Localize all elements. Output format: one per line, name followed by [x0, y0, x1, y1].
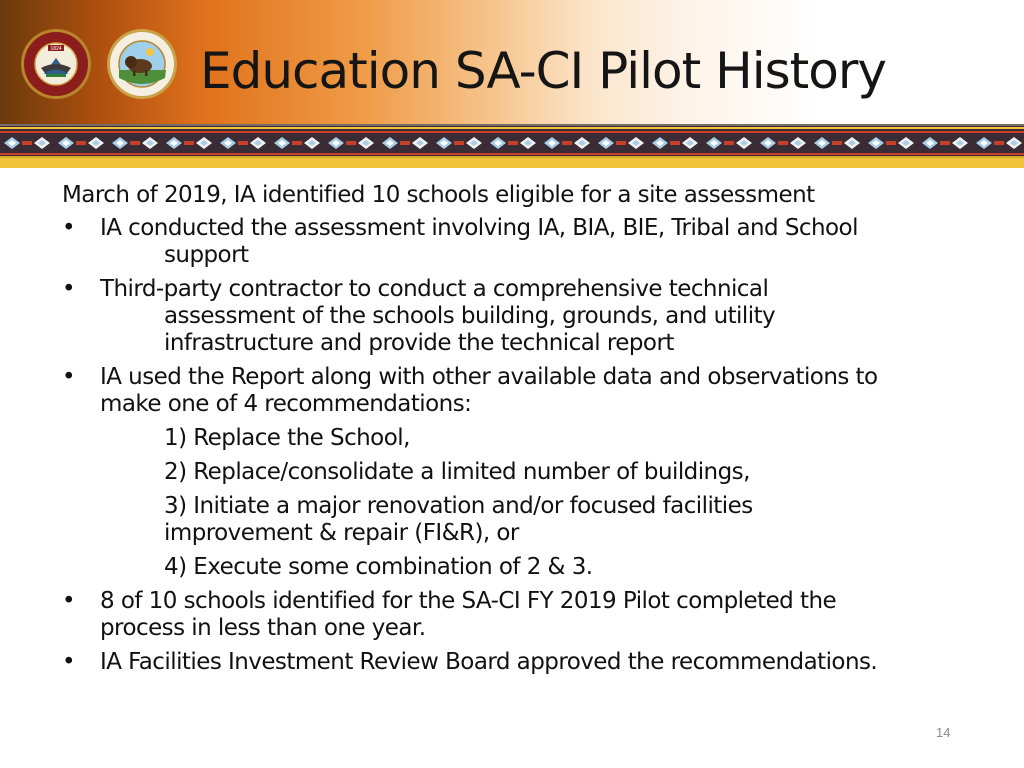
recommendation-text: 3) Initiate a major renovation and/or focused facilities [164, 493, 753, 519]
bullet-continuation: infrastructure and provide the technical report [164, 330, 674, 356]
bullet-text: IA used the Report along with other available data and observations to [100, 364, 878, 390]
bullet-item [62, 276, 962, 357]
decorative-beadwork-band [0, 124, 1024, 168]
header-banner [0, 0, 1024, 124]
bullet-dot: • [62, 276, 76, 302]
bullet-dot: • [62, 215, 76, 241]
slide-body [62, 182, 962, 683]
bullet-text: IA conducted the assessment involving IA, BIA, BIE, Tribal and School [100, 215, 858, 241]
slide-title: Education SA-CI Pilot History [200, 42, 886, 100]
bullet-continuation: support [164, 242, 249, 268]
intro-text: March of 2019, IA identified 10 schools eligible for a site assessment [62, 182, 815, 208]
bullet-item [62, 215, 962, 269]
recommendation-item: 1) Replace the School, [164, 425, 410, 451]
svg-text:1824: 1824 [50, 46, 62, 52]
bullet-dot: • [62, 364, 76, 390]
bullet-item [62, 364, 962, 418]
bullet-dot: • [62, 588, 76, 614]
bullet-dot: • [62, 649, 76, 675]
bullet-item [62, 588, 962, 642]
recommendation-text: improvement & repair (FI&R), or [164, 520, 519, 546]
bullet-continuation: assessment of the schools building, grounds, and utility [164, 303, 776, 329]
recommendation-item: 2) Replace/consolidate a limited number of buildings, [164, 459, 750, 485]
bullet-text: process in less than one year. [100, 615, 426, 641]
bia-seal-logo [20, 28, 92, 100]
bullet-text: Third-party contractor to conduct a comprehensive technical [100, 276, 769, 302]
interior-seal-logo [106, 28, 178, 100]
bullet-text: IA Facilities Investment Review Board approved the recommendations. [100, 649, 878, 675]
recommendation-item: 4) Execute some combination of 2 & 3. [164, 554, 593, 580]
bullet-text: make one of 4 recommendations: [100, 391, 472, 417]
bullet-item [62, 649, 962, 676]
bullet-text: 8 of 10 schools identified for the SA-CI FY 2019 Pilot completed the [100, 588, 837, 614]
page-number: 14 [936, 725, 951, 740]
recommendation-item [62, 493, 962, 547]
